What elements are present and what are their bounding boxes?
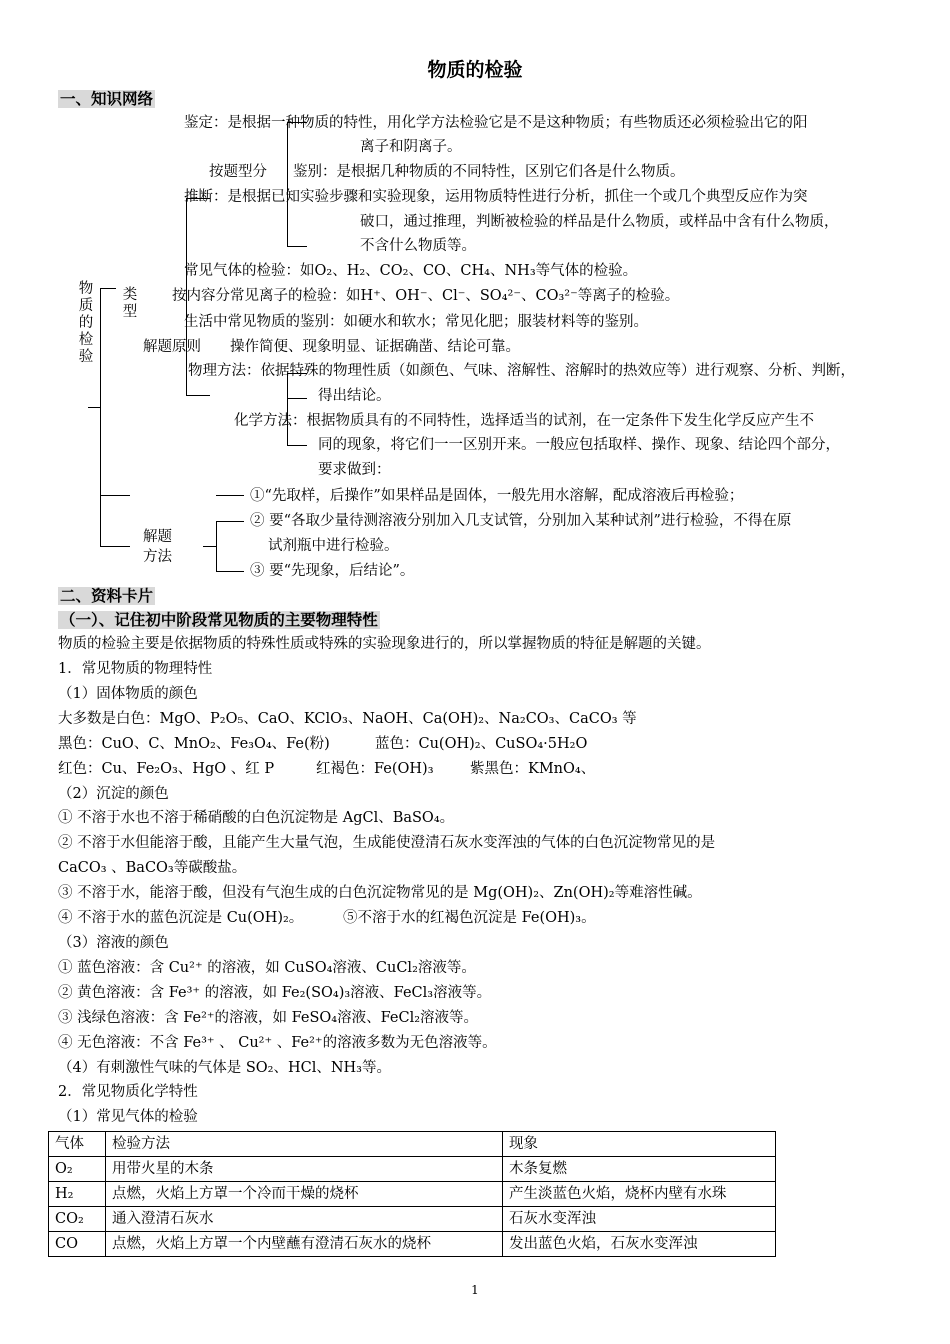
- requirement-2-line2: 试剂瓶中进行检验。: [268, 538, 399, 554]
- blue-solids: 蓝色：Cu(OH)₂、CuSO₄·5H₂O: [375, 736, 588, 752]
- method-label-1: 解题: [143, 529, 172, 545]
- subsection-2: 2．常见物质化学特性: [58, 1084, 198, 1100]
- solution-4: ④ 无色溶液：不含 Fe³⁺ 、 Cu²⁺ 、Fe²⁺的溶液多数为无色溶液等。: [58, 1035, 497, 1051]
- identify-line1: 鉴定：是根据一种物质的特性，用化学方法检验它是不是这种物质；有些物质还必须检验出它的阳: [184, 115, 808, 131]
- section2-subheading: （一）、记住初中阶段常见物质的主要物理特性: [60, 611, 378, 629]
- tree-line: [287, 398, 307, 399]
- chemical-line1: 化学方法：根据物质具有的不同特性，选择适当的试剂，在一定条件下发生化学反应产生不: [234, 413, 814, 429]
- solution-2: ② 黄色溶液：含 Fe³⁺ 的溶液，如 Fe₂(SO₄)₃溶液、FeCl₃溶液等。: [58, 985, 492, 1001]
- solution-3: ③ 浅绿色溶液：含 Fe²⁺的溶液，如 FeSO₄溶液、FeCl₂溶液等。: [58, 1010, 479, 1026]
- table-row: [49, 1182, 776, 1207]
- pungent-gases: （4）有刺激性气味的气体是 SO₂、HCl、NH₃等。: [58, 1060, 391, 1076]
- tree-line: [287, 445, 307, 446]
- table-cell: 点燃，火焰上方罩一个冷而干燥的烧杯: [106, 1182, 503, 1207]
- red-solids: 红色：Cu、Fe₂O₃、HgO 、红 P: [58, 761, 275, 777]
- ion-detect: 常见离子的检验：如H⁺、OH⁻、Cl⁻、SO₄²⁻、CO₃²⁻等离子的检验。: [230, 288, 680, 304]
- life-detect: 生活中常见物质的鉴别：如硬水和软水；常见化肥；服装材料等的鉴别。: [184, 314, 648, 330]
- tree-line: [100, 495, 130, 496]
- tree-line: [287, 373, 288, 445]
- by-question-type: 按题型分: [209, 164, 267, 180]
- section2-heading: 二、资料卡片: [60, 587, 154, 605]
- infer-line1: 推断：是根据已知实验步骤和实验现象，运用物质特性进行分析，抓住一个或几个典型反应作为突: [184, 189, 808, 205]
- type-label: 类型: [122, 287, 138, 320]
- table-row: [49, 1157, 776, 1182]
- requirement-2-line1: ② 要“各取少量待测溶液分别加入几支试管，分别加入某种试剂”进行检验，不得在原: [250, 513, 792, 529]
- gas-test-table: [48, 1131, 776, 1257]
- requirement-1: ①“先取样，后操作”如果样品是固体，一般先用水溶解，配成溶液后再检验；: [250, 488, 744, 504]
- table-cell: 石灰水变浑浊: [503, 1207, 776, 1232]
- tree-line: [216, 571, 244, 572]
- tree-line: [287, 246, 307, 247]
- table-row: [49, 1207, 776, 1232]
- purpleblack-solids: 紫黑色：KMnO₄、: [470, 761, 596, 777]
- infer-line3: 不含什么物质等。: [360, 238, 476, 254]
- table-cell: O₂: [49, 1157, 106, 1182]
- precipitate-5: ⑤不溶于水的红褐色沉淀是 Fe(OH)₃。: [343, 910, 596, 926]
- page-title: 物质的检验: [427, 59, 523, 81]
- table-cell: 用带火星的木条: [106, 1157, 503, 1182]
- subsection-1: 1．常见物质的物理特性: [58, 661, 213, 677]
- tree-line: [100, 288, 101, 546]
- tree-line: [186, 395, 210, 396]
- distinguish-text: 鉴别：是根据几种物质的不同特性，区别它们各是什么物质。: [293, 164, 685, 180]
- gas-detect: 常见气体的检验：如O₂、H₂、CO₂、CO、CH₄、NH₃等气体的检验。: [184, 263, 638, 279]
- gas-test-heading: （1）常见气体的检验: [58, 1109, 198, 1125]
- precipitate-2-line1: ② 不溶于水但能溶于酸，且能产生大量气泡，生成能使澄清石灰水变浑浊的气体的白色沉淀物常见的是: [58, 835, 716, 851]
- table-cell: 发出蓝色火焰，石灰水变浑浊: [503, 1232, 776, 1257]
- precipitate-2-line2: CaCO₃ 、BaCO₃等碳酸盐。: [58, 860, 247, 876]
- tree-line: [216, 521, 217, 571]
- white-solids: 大多数是白色：MgO、P₂O₅、CaO、KClO₃、NaOH、Ca(OH)₂、Na₂CO₃、CaCO₃ 等: [58, 711, 637, 727]
- tree-line: [100, 288, 116, 289]
- table-cell: 木条复燃: [503, 1157, 776, 1182]
- physical-line2: 得出结论。: [318, 388, 391, 404]
- black-solids: 黑色：CuO、C、MnO₂、Fe₃O₄、Fe(粉): [58, 736, 330, 752]
- table-header: 现象: [503, 1132, 776, 1157]
- table-header: 气体: [49, 1132, 106, 1157]
- root-label: 物质的检验: [78, 281, 94, 365]
- identify-line2: 离子和阴离子。: [360, 139, 462, 155]
- physical-line1: 物理方法：依据特殊的物理性质（如颜色、气味、溶解性、溶解时的热效应等）进行观察、分析、判断，: [188, 363, 855, 379]
- table-header: 检验方法: [106, 1132, 503, 1157]
- infer-line2: 破口，通过推理，判断被检验的样品是什么物质，或样品中含有什么物质，: [360, 214, 839, 230]
- precipitate-heading: （2）沉淀的颜色: [58, 786, 169, 802]
- tree-line: [216, 521, 244, 522]
- intro-text: 物质的检验主要是依据物质的特殊性质或特殊的实验现象进行的，所以掌握物质的特征是解题的关键。: [58, 636, 711, 652]
- precipitate-3: ③ 不溶于水，能溶于酸，但没有气泡生成的白色沉淀物常见的是 Mg(OH)₂、Zn(OH)₂等难溶性碱。: [58, 885, 702, 901]
- solution-1: ① 蓝色溶液：含 Cu²⁺ 的溶液，如 CuSO₄溶液、CuCl₂溶液等。: [58, 960, 476, 976]
- tree-line: [287, 122, 288, 246]
- tree-line: [100, 546, 130, 547]
- chemical-line3: 要求做到：: [318, 462, 391, 478]
- method-label-2: 方法: [143, 549, 172, 565]
- solid-colors-heading: （1）固体物质的颜色: [58, 686, 198, 702]
- page-number: 1: [471, 1283, 479, 1297]
- table-row: [49, 1232, 776, 1257]
- tree-line: [203, 546, 217, 547]
- precipitate-1: ① 不溶于水也不溶于稀硝酸的白色沉淀物是 AgCl、BaSO₄。: [58, 810, 455, 826]
- table-cell: 产生淡蓝色火焰，烧杯内壁有水珠: [503, 1182, 776, 1207]
- section1-heading: 一、知识网络: [60, 90, 154, 108]
- redbrown-solids: 红褐色：Fe(OH)₃: [316, 761, 434, 777]
- precipitate-4: ④ 不溶于水的蓝色沉淀是 Cu(OH)₂。: [58, 910, 304, 926]
- solution-colors-heading: （3）溶液的颜色: [58, 935, 169, 951]
- table-cell: 点燃，火焰上方罩一个内壁蘸有澄清石灰水的烧杯: [106, 1232, 503, 1257]
- principle-label: 解题原则: [143, 339, 201, 355]
- table-cell: CO: [49, 1232, 106, 1257]
- chemical-line2: 同的现象，将它们一一区别开来。一般应包括取样、操作、现象、结论四个部分，: [318, 437, 840, 453]
- table-cell: CO₂: [49, 1207, 106, 1232]
- table-cell: H₂: [49, 1182, 106, 1207]
- principle-text: 操作简便、现象明显、证据确凿、结论可靠。: [230, 339, 520, 355]
- table-header-row: [49, 1132, 776, 1157]
- tree-line: [216, 495, 244, 496]
- requirement-3: ③ 要“先现象，后结论”。: [250, 563, 415, 579]
- tree-line: [88, 407, 101, 408]
- by-content: 按内容分: [172, 288, 230, 304]
- table-cell: 通入澄清石灰水: [106, 1207, 503, 1232]
